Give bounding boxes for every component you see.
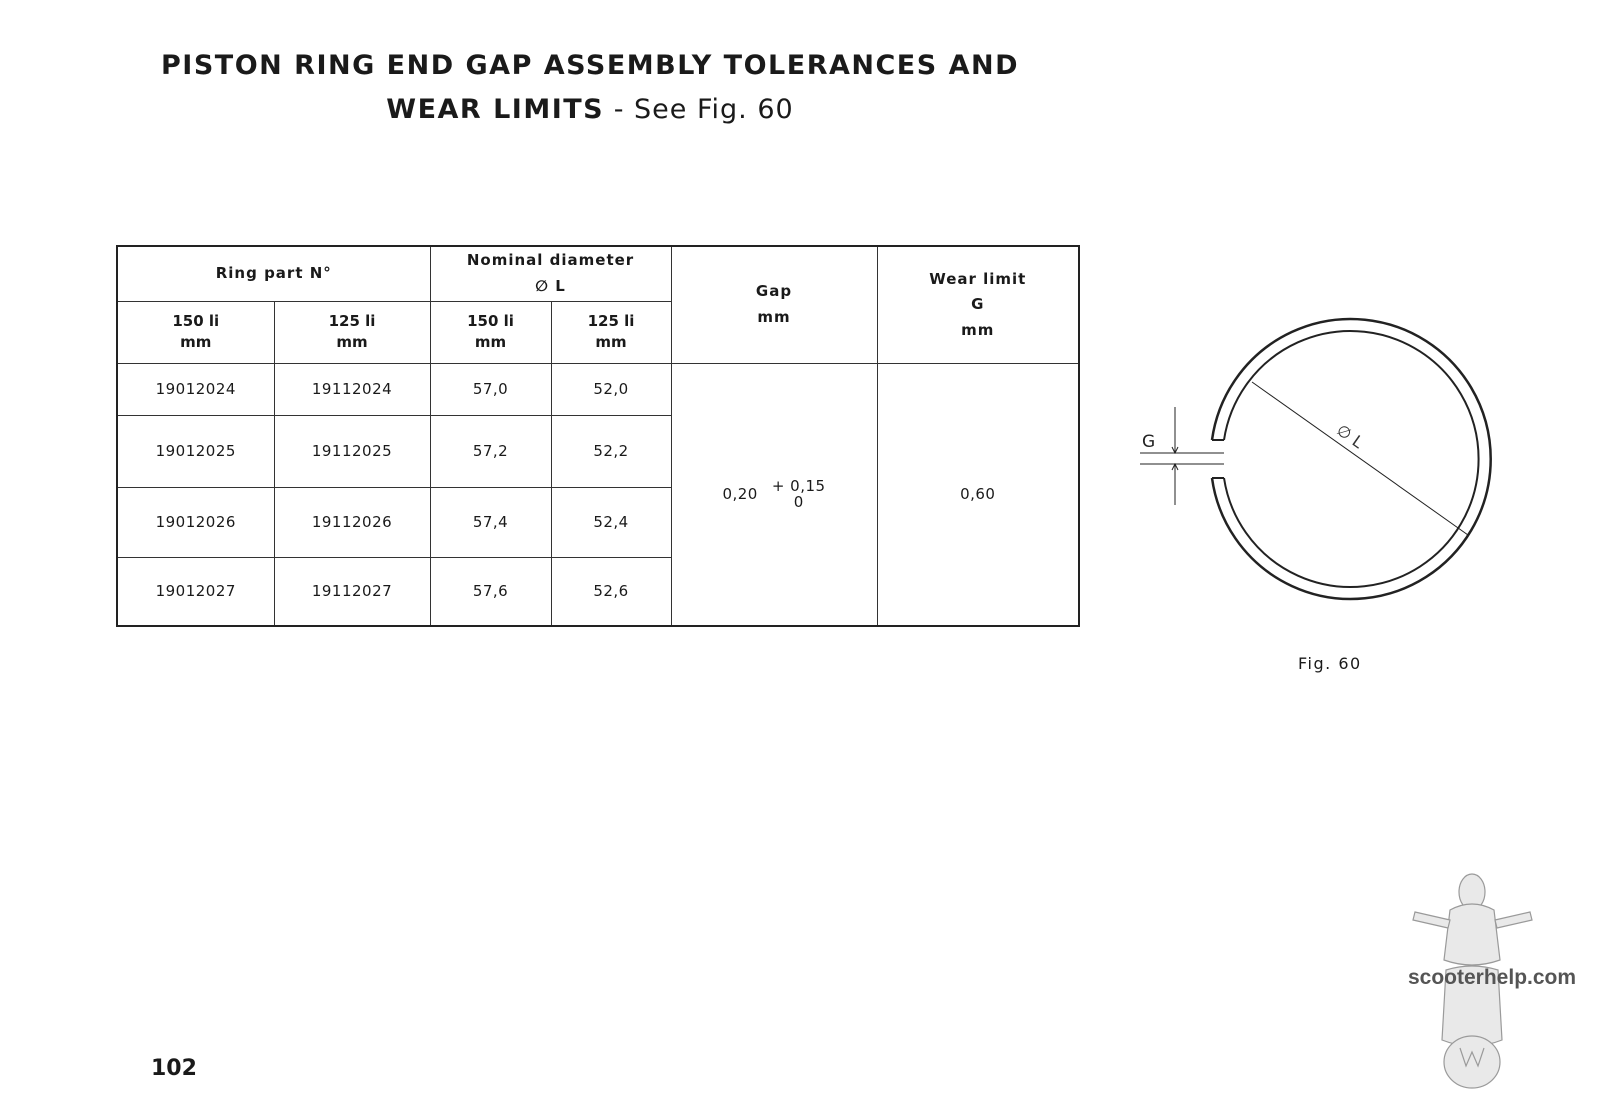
gap-tolerance-lower: 0 bbox=[793, 493, 804, 512]
page-title-line-1: PISTON RING END GAP ASSEMBLY TOLERANCES AND bbox=[161, 50, 1019, 81]
part-125-cell: 19112025 bbox=[274, 415, 430, 487]
subheader-part-125-unit: mm bbox=[336, 333, 368, 351]
subheader-diameter-125 bbox=[551, 301, 671, 363]
diameter-125-cell: 52,6 bbox=[551, 557, 671, 626]
diameter-125-cell: 52,0 bbox=[551, 363, 671, 415]
watermark-text: scooterhelp.com bbox=[1408, 966, 1577, 989]
page-number: 102 bbox=[151, 1056, 197, 1081]
header-wear-symbol: G bbox=[971, 295, 985, 313]
header-wear-limit bbox=[877, 246, 1079, 363]
figure-label-diameter: ∅ L bbox=[1333, 420, 1367, 452]
tolerance-table bbox=[116, 245, 1080, 627]
diameter-125-cell: 52,2 bbox=[551, 415, 671, 487]
part-150-cell: 19012025 bbox=[117, 415, 274, 487]
diameter-150-cell: 57,2 bbox=[430, 415, 551, 487]
subheader-diameter-125-label: 125 li bbox=[587, 312, 635, 330]
header-ring-part: Ring part N° bbox=[117, 246, 430, 301]
page-title-line-2 bbox=[0, 94, 1190, 125]
gap-tolerance bbox=[772, 478, 826, 511]
header-nominal-diameter-label: Nominal diameter bbox=[466, 251, 635, 270]
header-gap bbox=[671, 246, 877, 363]
subheader-diameter-150 bbox=[430, 301, 551, 363]
part-125-cell: 19112026 bbox=[274, 487, 430, 557]
gap-value-cell bbox=[671, 363, 877, 626]
header-nominal-diameter bbox=[430, 246, 671, 301]
diameter-150-cell: 57,0 bbox=[430, 363, 551, 415]
gap-value: 0,20 bbox=[722, 485, 758, 504]
title-see-fig: - See Fig. 60 bbox=[604, 94, 794, 125]
figure-label-g: G bbox=[1142, 432, 1156, 452]
part-150-cell: 19012024 bbox=[117, 363, 274, 415]
subheader-part-150-label: 150 li bbox=[172, 312, 220, 330]
subheader-part-125 bbox=[274, 301, 430, 363]
subheader-part-150 bbox=[117, 301, 274, 363]
gap-tolerance-upper: + 0,15 bbox=[771, 476, 826, 495]
wear-limit-cell: 0,60 bbox=[877, 363, 1079, 626]
part-150-cell: 19012026 bbox=[117, 487, 274, 557]
figure-caption: Fig. 60 bbox=[1298, 654, 1362, 673]
part-125-cell: 19112024 bbox=[274, 363, 430, 415]
header-wear-unit: mm bbox=[961, 320, 995, 339]
subheader-diameter-150-unit: mm bbox=[474, 333, 507, 351]
part-125-cell: 19112027 bbox=[274, 557, 430, 626]
subheader-diameter-125-unit: mm bbox=[595, 333, 627, 351]
header-diameter-symbol: ∅ L bbox=[535, 276, 566, 295]
title-wear-limits: WEAR LIMITS bbox=[386, 94, 605, 125]
diameter-125-cell: 52,4 bbox=[551, 487, 671, 557]
subheader-diameter-150-label: 150 li bbox=[467, 312, 514, 330]
diameter-150-cell: 57,4 bbox=[430, 487, 551, 557]
piston-ring-drawing bbox=[1140, 319, 1491, 599]
header-wear-limit-label: Wear limit bbox=[929, 269, 1027, 288]
subheader-part-150-unit: mm bbox=[180, 333, 212, 351]
header-gap-unit: mm bbox=[757, 307, 791, 326]
piston-ring-diagram bbox=[1142, 310, 1530, 620]
table-row bbox=[117, 363, 1079, 415]
header-gap-label: Gap bbox=[755, 282, 793, 301]
subheader-part-125-label: 125 li bbox=[328, 312, 376, 330]
part-150-cell: 19012027 bbox=[117, 557, 274, 626]
diameter-150-cell: 57,6 bbox=[430, 557, 551, 626]
